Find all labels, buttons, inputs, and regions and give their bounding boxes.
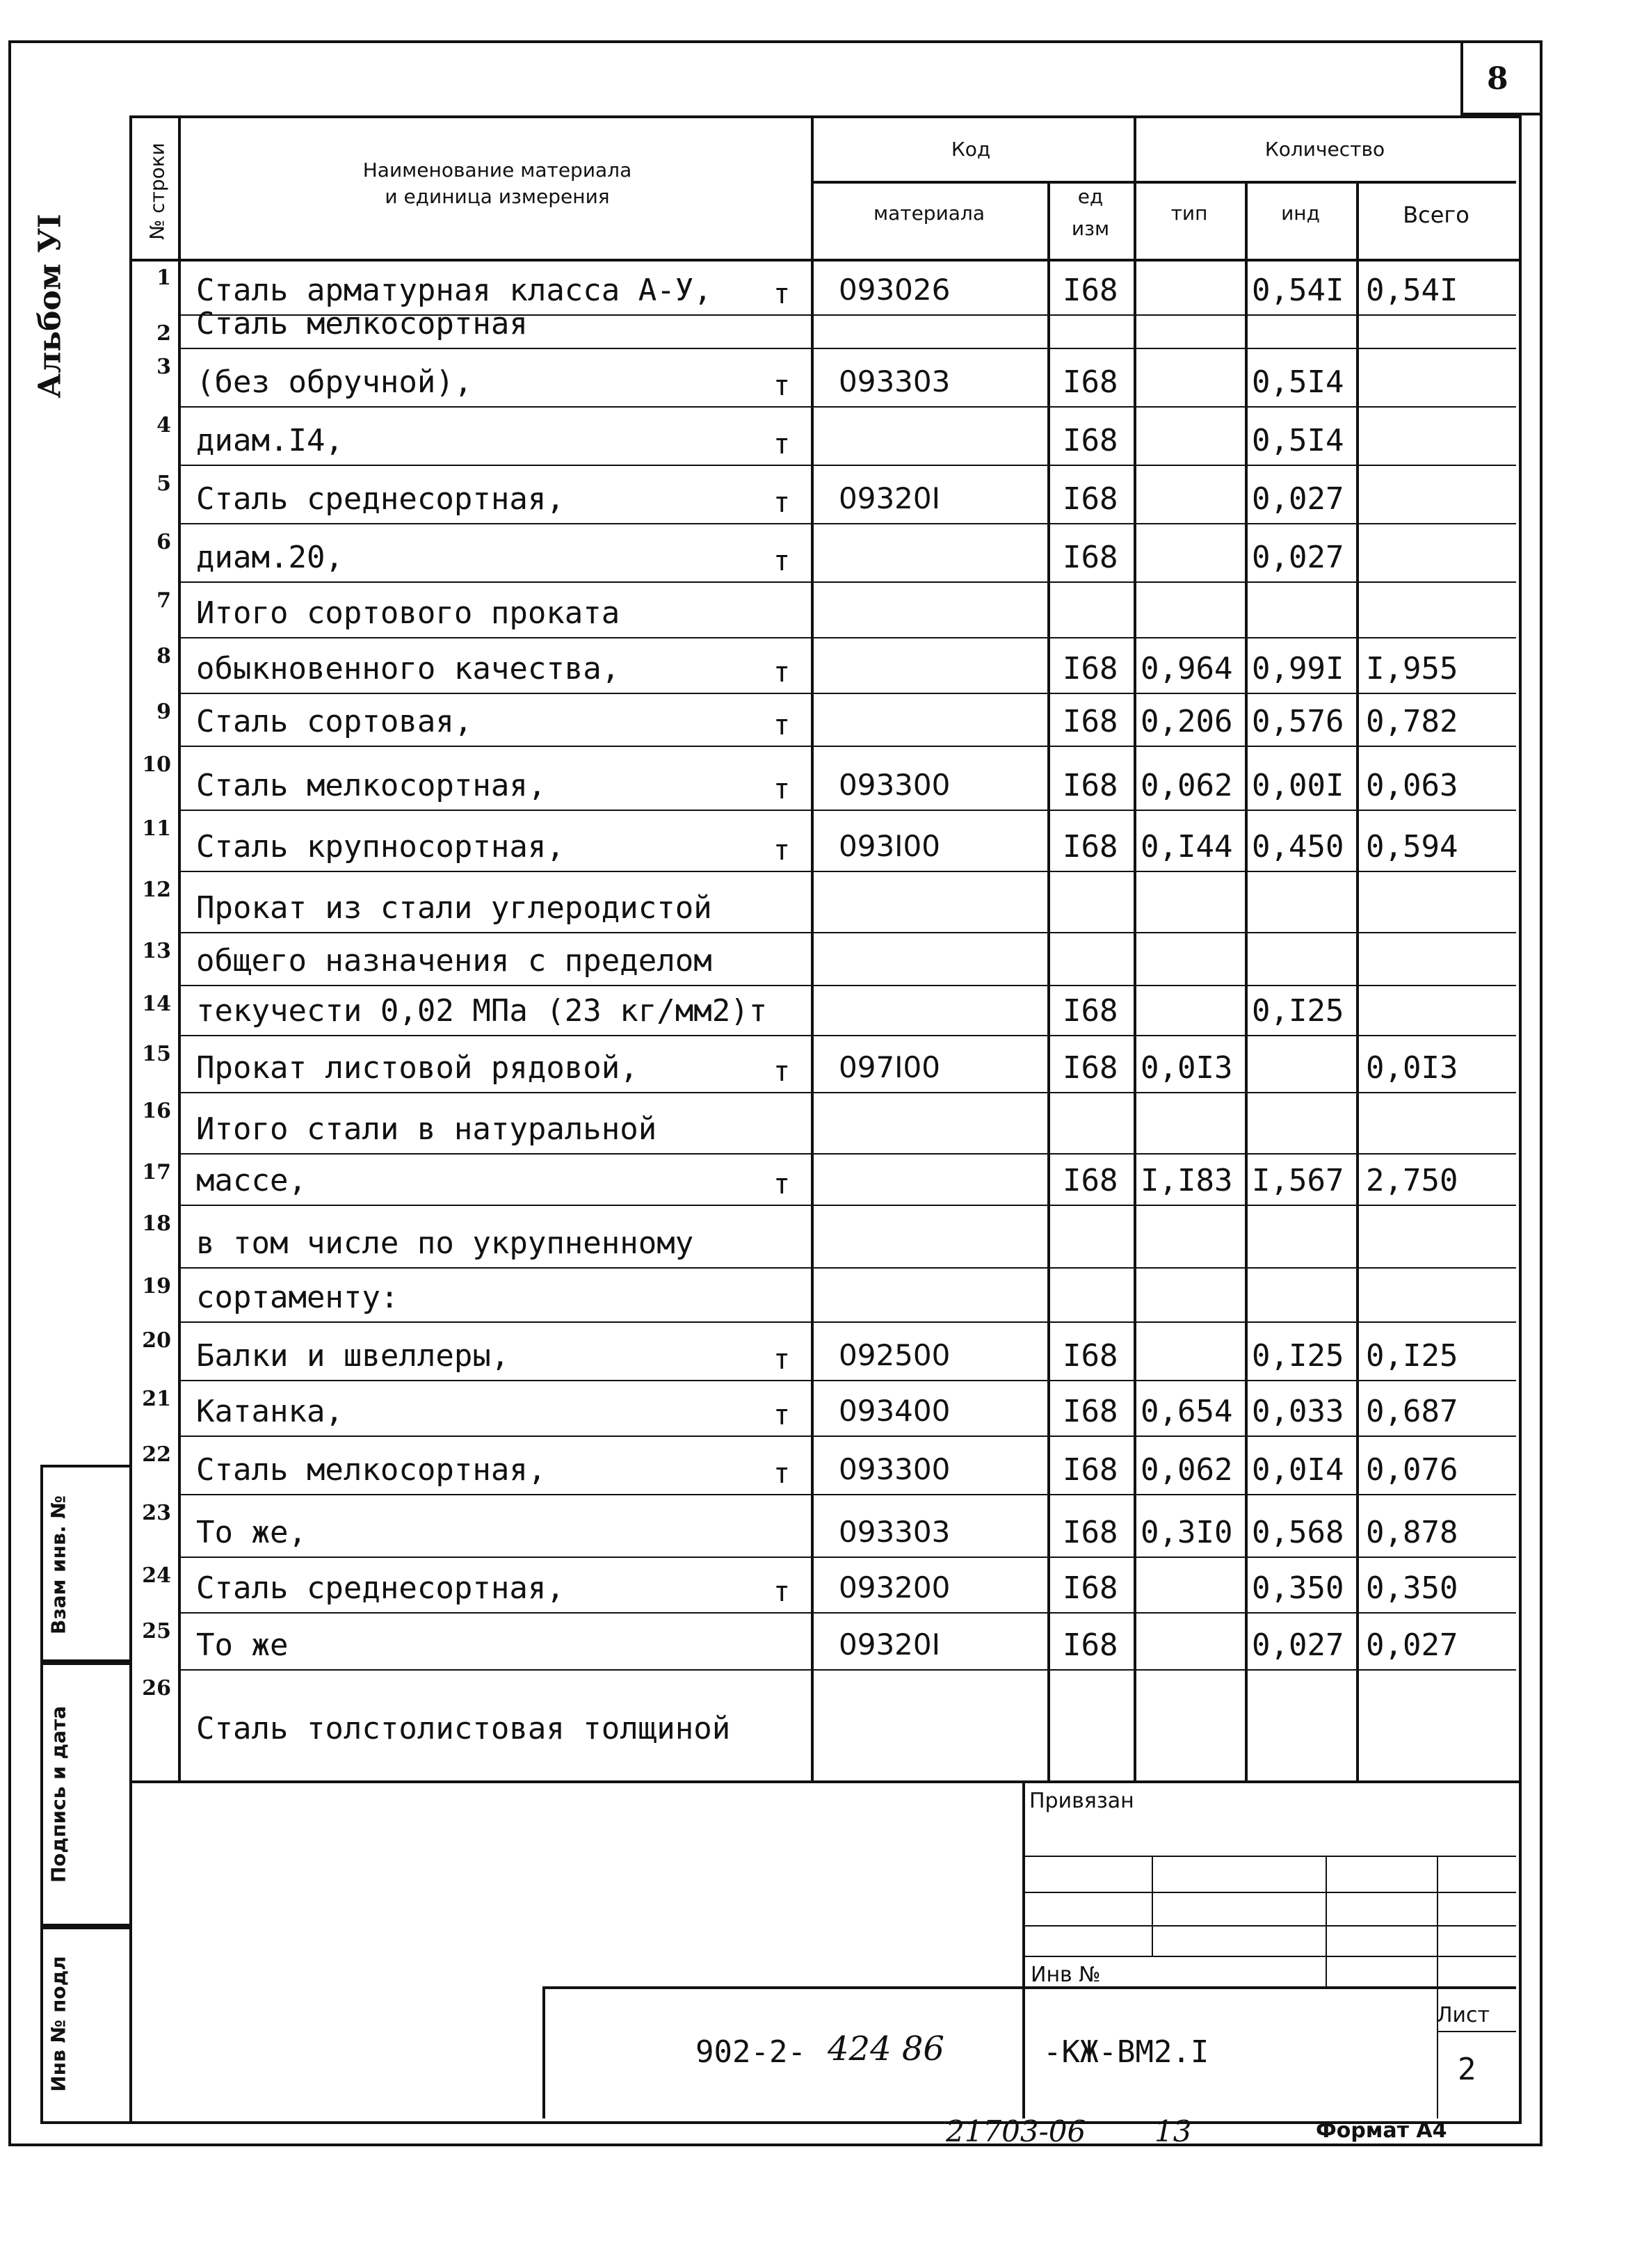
row-number: 5	[156, 472, 171, 496]
row-unit: т	[773, 278, 791, 310]
title-line-code-top	[542, 1986, 1516, 1989]
row-uom: I68	[1063, 1627, 1118, 1663]
stamp-vzam: Взам инв. №	[47, 1495, 70, 1634]
title-line-2	[1022, 1892, 1516, 1893]
row-uom: I68	[1063, 1050, 1118, 1086]
row-number: 18	[142, 1212, 171, 1236]
col-line-code	[1047, 181, 1050, 1780]
row-name: диам.I4,	[196, 423, 344, 458]
row-line	[178, 1435, 1516, 1437]
col-line-tip	[1245, 181, 1248, 1780]
row-qty-ind: 0,450	[1252, 829, 1344, 864]
row-line	[178, 637, 1516, 638]
doc-code-prefix: 902-2-	[695, 2034, 806, 2070]
row-number: 13	[142, 939, 171, 963]
row-number: 4	[156, 413, 171, 437]
row-name: Итого сортового проката	[196, 595, 620, 631]
row-line	[178, 406, 1516, 408]
row-line	[178, 746, 1516, 747]
row-name: Сталь крупносортная,	[196, 829, 565, 864]
row-name: Сталь мелкосортная,	[196, 768, 547, 803]
row-qty-total: 2,750	[1366, 1163, 1458, 1198]
row-uom: I68	[1063, 829, 1118, 864]
row-qty-ind: 0,576	[1252, 704, 1344, 739]
row-name: Прокат из стали углеродистой	[196, 890, 712, 926]
row-qty-ind: 0,5I4	[1252, 423, 1344, 458]
row-line	[178, 693, 1516, 694]
row-number: 3	[156, 355, 171, 379]
row-number: 19	[142, 1274, 171, 1298]
row-qty-total: I,955	[1366, 651, 1458, 686]
row-name: Балки и швеллеры,	[196, 1338, 510, 1374]
row-number: 11	[142, 817, 171, 841]
row-number: 1	[156, 266, 171, 290]
row-uom: I68	[1063, 273, 1118, 308]
title-line-1	[1022, 1856, 1516, 1857]
col-line-name	[811, 115, 814, 1780]
row-number: 23	[142, 1501, 171, 1525]
row-uom: I68	[1063, 540, 1118, 575]
row-qty-total: 0,076	[1366, 1452, 1458, 1488]
doc-code-suffix: -КЖ-ВМ2.I	[1043, 2034, 1209, 2070]
row-uom: I68	[1063, 1452, 1118, 1488]
archive-number: 21703-06	[946, 2114, 1086, 2148]
title-vline-1	[1152, 1856, 1153, 1956]
row-qty-total: 0,878	[1366, 1515, 1458, 1550]
row-line	[178, 932, 1516, 933]
row-unit: т	[773, 370, 791, 402]
row-line	[178, 1494, 1516, 1495]
header-qty-group: Количество	[1264, 138, 1385, 161]
row-qty-ind: 0,I25	[1252, 1338, 1344, 1374]
row-line	[178, 1321, 1516, 1323]
row-line	[178, 871, 1516, 872]
row-qty-ind: 0,027	[1252, 540, 1344, 575]
row-qty-tip: 0,062	[1141, 1452, 1233, 1488]
row-line	[178, 1035, 1516, 1036]
header-name-line1: Наименование материала	[362, 159, 632, 182]
row-line	[178, 1267, 1516, 1269]
row-uom: I68	[1063, 768, 1118, 803]
header-col-tip: тип	[1170, 202, 1208, 225]
row-unit: т	[773, 835, 791, 867]
title-list-line	[1437, 2031, 1516, 2032]
row-name: То же	[196, 1627, 289, 1663]
list-label: Лист	[1437, 2003, 1490, 2027]
row-qty-total: 0,350	[1366, 1570, 1458, 1606]
row-qty-ind: 0,0I4	[1252, 1452, 1344, 1488]
row-unit: т	[773, 487, 791, 519]
row-qty-ind: I,567	[1252, 1163, 1344, 1198]
row-unit: т	[773, 709, 791, 741]
row-qty-ind: 0,027	[1252, 1627, 1344, 1663]
row-uom: I68	[1063, 1163, 1118, 1198]
stamp-inv: Инв № подл	[47, 1956, 70, 2092]
format-label: Формат А4	[1316, 2118, 1447, 2143]
row-material-code: 09320I	[839, 481, 940, 515]
row-name: массе,	[196, 1163, 307, 1198]
row-number: 8	[156, 644, 171, 668]
row-material-code: 097I00	[839, 1050, 940, 1084]
row-qty-tip: 0,964	[1141, 651, 1233, 686]
inv-no-label: Инв №	[1031, 1963, 1101, 1987]
row-uom: I68	[1063, 423, 1118, 458]
row-unit: т	[773, 1056, 791, 1088]
row-number: 24	[142, 1563, 171, 1588]
row-number: 22	[142, 1442, 171, 1467]
row-material-code: 092500	[839, 1338, 951, 1372]
row-name: Итого стали в натуральной	[196, 1111, 657, 1147]
row-number: 17	[142, 1160, 171, 1184]
row-name: текучести 0,02 МПа (23 кг/мм2)т	[196, 993, 768, 1029]
row-name: Сталь мелкосортная	[196, 306, 528, 341]
row-unit: т	[773, 1458, 791, 1490]
row-qty-ind: 0,568	[1252, 1515, 1344, 1550]
stamp-podpis-box	[40, 1659, 132, 1929]
row-qty-tip: 0,I44	[1141, 829, 1233, 864]
row-number: 6	[156, 530, 171, 554]
row-name: диам.20,	[196, 540, 344, 575]
row-number: 2	[156, 321, 171, 346]
row-line	[178, 581, 1516, 583]
row-number: 15	[142, 1042, 171, 1066]
row-name: То же,	[196, 1515, 307, 1550]
row-number: 25	[142, 1619, 171, 1643]
row-line	[178, 1612, 1516, 1614]
privyazan-label: Привязан	[1029, 1789, 1134, 1813]
row-name: в том числе по укрупненному	[196, 1225, 694, 1261]
stamp-vzam-box	[40, 1465, 132, 1665]
row-line	[178, 1092, 1516, 1093]
row-material-code: 093026	[839, 273, 951, 307]
row-unit: т	[773, 1168, 791, 1200]
row-qty-tip: 0,206	[1141, 704, 1233, 739]
row-uom: I68	[1063, 1338, 1118, 1374]
sheet-number: 8	[1487, 61, 1508, 97]
header-col-material: материала	[873, 202, 985, 225]
row-line	[178, 1669, 1516, 1671]
row-uom: I68	[1063, 1394, 1118, 1429]
header-bottom-line	[129, 259, 1519, 262]
row-number: 26	[142, 1676, 171, 1700]
header-row-no: № строки	[145, 143, 169, 240]
row-qty-total: 0,782	[1366, 704, 1458, 739]
album-label: Альбом УІ	[32, 214, 68, 399]
archive-sheet: 13	[1154, 2114, 1192, 2148]
header-code-group: Код	[951, 138, 991, 161]
row-uom: I68	[1063, 1570, 1118, 1606]
row-qty-tip: I,I83	[1141, 1163, 1233, 1198]
row-name: Сталь мелкосортная,	[196, 1452, 547, 1488]
row-unit: т	[773, 773, 791, 805]
row-material-code: 093303	[839, 364, 951, 399]
row-line	[178, 1205, 1516, 1206]
row-uom: I68	[1063, 364, 1118, 400]
row-qty-ind: 0,54I	[1252, 273, 1344, 308]
row-unit: т	[773, 1576, 791, 1608]
title-line-4	[1022, 1956, 1516, 1957]
header-col-unit-1: ед	[1077, 185, 1104, 208]
row-unit: т	[773, 428, 791, 460]
title-line-3	[1022, 1925, 1516, 1927]
row-number: 16	[142, 1099, 171, 1123]
row-number: 14	[142, 992, 171, 1016]
row-number: 12	[142, 878, 171, 902]
row-uom: I68	[1063, 1515, 1118, 1550]
row-line	[178, 1557, 1516, 1558]
row-line	[178, 1153, 1516, 1155]
row-qty-ind: 0,I25	[1252, 993, 1344, 1029]
col-line-num	[178, 115, 181, 1780]
row-qty-ind: 0,027	[1252, 481, 1344, 517]
row-name: Катанка,	[196, 1394, 344, 1429]
header-subdivider	[811, 181, 1516, 184]
row-number: 10	[142, 753, 171, 777]
row-name: Прокат листовой рядовой,	[196, 1050, 638, 1086]
row-qty-total: 0,54I	[1366, 273, 1458, 308]
row-qty-total: 0,594	[1366, 829, 1458, 864]
row-qty-total: 0,0I3	[1366, 1050, 1458, 1086]
row-qty-tip: 0,3I0	[1141, 1515, 1233, 1550]
row-line	[178, 1380, 1516, 1381]
row-qty-total: 0,027	[1366, 1627, 1458, 1663]
row-name: Сталь среднесортная,	[196, 481, 565, 517]
stamp-podpis: Подпись и дата	[47, 1705, 70, 1883]
row-line	[178, 523, 1516, 524]
row-material-code: 093300	[839, 1452, 951, 1486]
row-name: сортаменту:	[196, 1280, 399, 1315]
row-line	[178, 985, 1516, 986]
row-qty-total: 0,687	[1366, 1394, 1458, 1429]
row-line	[178, 465, 1516, 466]
row-uom: I68	[1063, 651, 1118, 686]
row-qty-total: 0,I25	[1366, 1338, 1458, 1374]
title-block-left	[1022, 1780, 1025, 2118]
row-material-code: 093400	[839, 1394, 951, 1428]
row-name: общего назначения с пределом	[196, 943, 712, 979]
row-name: (без обручной),	[196, 364, 473, 400]
stamp-inv-box	[40, 1924, 132, 2124]
row-number: 21	[142, 1387, 171, 1411]
row-number: 20	[142, 1328, 171, 1353]
row-name: Сталь арматурная класса А-У,	[196, 273, 712, 308]
row-qty-tip: 0,654	[1141, 1394, 1233, 1429]
row-number: 9	[156, 700, 171, 724]
header-col-ind: инд	[1281, 202, 1320, 225]
col-line-uom	[1134, 115, 1136, 1780]
row-name: обыкновенного качества,	[196, 651, 620, 686]
row-material-code: 093300	[839, 768, 951, 802]
row-material-code: 093200	[839, 1570, 951, 1605]
list-value: 2	[1458, 2052, 1476, 2087]
doc-code-handwritten: 424 86	[828, 2029, 944, 2068]
row-name: Сталь среднесортная,	[196, 1570, 565, 1606]
row-line	[178, 348, 1516, 349]
col-line-ind	[1356, 181, 1359, 1780]
title-vline-2	[1326, 1856, 1327, 1986]
row-number: 7	[156, 588, 171, 613]
row-unit: т	[773, 545, 791, 577]
row-material-code: 093303	[839, 1515, 951, 1549]
row-qty-tip: 0,0I3	[1141, 1050, 1233, 1086]
title-block-top	[129, 1780, 1519, 1783]
row-uom: I68	[1063, 704, 1118, 739]
row-line	[178, 810, 1516, 811]
row-material-code: 093I00	[839, 829, 940, 863]
row-unit: т	[773, 1344, 791, 1376]
row-uom: I68	[1063, 481, 1118, 517]
row-qty-ind: 0,00I	[1252, 768, 1344, 803]
row-qty-ind: 0,5I4	[1252, 364, 1344, 400]
row-unit: т	[773, 1399, 791, 1431]
row-qty-ind: 0,99I	[1252, 651, 1344, 686]
row-unit: т	[773, 657, 791, 689]
row-name: Сталь сортовая,	[196, 704, 473, 739]
row-qty-ind: 0,350	[1252, 1570, 1344, 1606]
row-qty-tip: 0,062	[1141, 768, 1233, 803]
row-name: Сталь толстолистовая толщиной	[196, 1711, 731, 1746]
row-qty-ind: 0,033	[1252, 1394, 1344, 1429]
row-material-code: 09320I	[839, 1627, 940, 1662]
title-code-left	[542, 1986, 545, 2118]
header-col-total: Всего	[1403, 202, 1469, 228]
header-name-line2: и единица измерения	[385, 185, 610, 208]
row-qty-total: 0,063	[1366, 768, 1458, 803]
header-col-unit-2: изм	[1071, 217, 1110, 240]
row-uom: I68	[1063, 993, 1118, 1029]
